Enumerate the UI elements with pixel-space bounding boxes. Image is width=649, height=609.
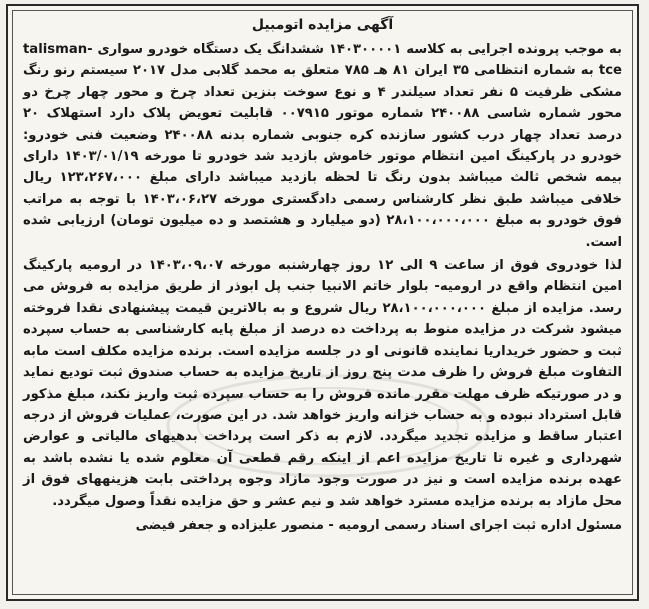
notice-signature: مسئول اداره ثبت اجرای اسناد رسمی ارومیه - منصور علیزاده و جعفر فیضی bbox=[135, 517, 622, 533]
notice-paragraph-vehicle: به موجب پرونده اجرایی به کلاسه ۱۴۰۳۰۰۰۰۱ ششدانگ یک دستگاه خودرو سواری talisman-tce به شماره انتظامی ۳۵ ایران ۸۱ هـ ۷۸۵ متعلق به محمد گلابی مدل ۲۰۱۷ سیستم رنو رنگ مشکی ظرفیت ۵ نفر تعداد سیلندر ۴ و نوع سوخت بنزین تعداد چرخ و محور چهار چرخ دو محور شماره شاسی ۲۴۰۰۸۸ شماره موتور ۰۰۷۹۱۵ قابلیت تعویض پلاک دارد استهلاک ۲۰ درصد تعداد چهار درب کشور سازنده کره جنوبی شماره بدنه ۲۴۰۰۸۸ وضعیت فنی خودرو: خودرو در پارکینگ امین انتظام موتور خاموش بازدید شد خودرو تا مورخه ۱۴۰۳/۰۱/۱۹ دارای بیمه شخص ثالث میباشد بدون رنگ تا لحظه بازدید میباشد دارای مبلغ ۱۲۳،۲۶۷،۰۰۰ ریال خلافی میباشد طبق نظر کارشناس رسمی دادگستری مورخه ۱۴۰۳،۰۶،۲۷ با توجه به مراتب فوق خودرو به مبلغ ۲۸،۱۰۰،۰۰۰،۰۰۰ (دو میلیارد و هشتصد و ده میلیون تومان) ارزیابی شده است. bbox=[23, 42, 623, 250]
notice-frame bbox=[12, 10, 633, 595]
auction-notice bbox=[6, 4, 639, 601]
notice-paragraph-auction-terms: لذا خودروی فوق از ساعت ۹ الی ۱۲ روز چهارشنبه مورخه ۱۴۰۳،۰۹،۰۷ در ارومیه پارکینگ امین انتظام واقع در ارومیه- بلوار خاتم الانبیا جنب پل ابوذر از طریق مزایده به فروش می رسد. مزایده از مبلغ ۲۸،۱۰۰،۰۰۰،۰۰۰ ریال شروع و به بالاترین قیمت پیشنهادی نقدا فروخته میشود شرکت در مزایده منوط به پرداخت ده درصد از مبلغ پایه کارشناسی به حساب سپرده ثبت و حضور خریداریا نماینده قانونی او در جلسه مزایده است. برنده مزایده مکلف است مابه التفاوت مبلغ فروش را ظرف مدت پنج روز از تاریخ مزایده به حساب صندوق ثبت تودیع نماید و در صورتیکه ظرف مهلت مقرر مانده فروش را به حساب سپرده ثبت واریز نکند، مبلغ مذکور قابل استرداد نبوده و به حساب خزانه واریز خواهد شد. در این صورت، عملیات فروش از درجه اعتبار ساقط و مزایده تجدید میگردد. لازم به ذکر است پرداخت بدهیهای مالیاتی و عوارض شهرداری و غیره تا تاریخ مزایده اعم از اینکه رقم قطعی آن معلوم شده یا نشده باشد به عهده برنده مزایده است و نیز در صورت وجود مازاد وجوه پرداختی بابت هزینههای فوق از محل مازاد به برنده مزایده مسترد خواهد شد و نیم عشر و حق مزایده نقداً وصول میگردد. bbox=[23, 258, 623, 509]
notice-title: آگهی مزایده اتومبیل bbox=[251, 17, 394, 33]
